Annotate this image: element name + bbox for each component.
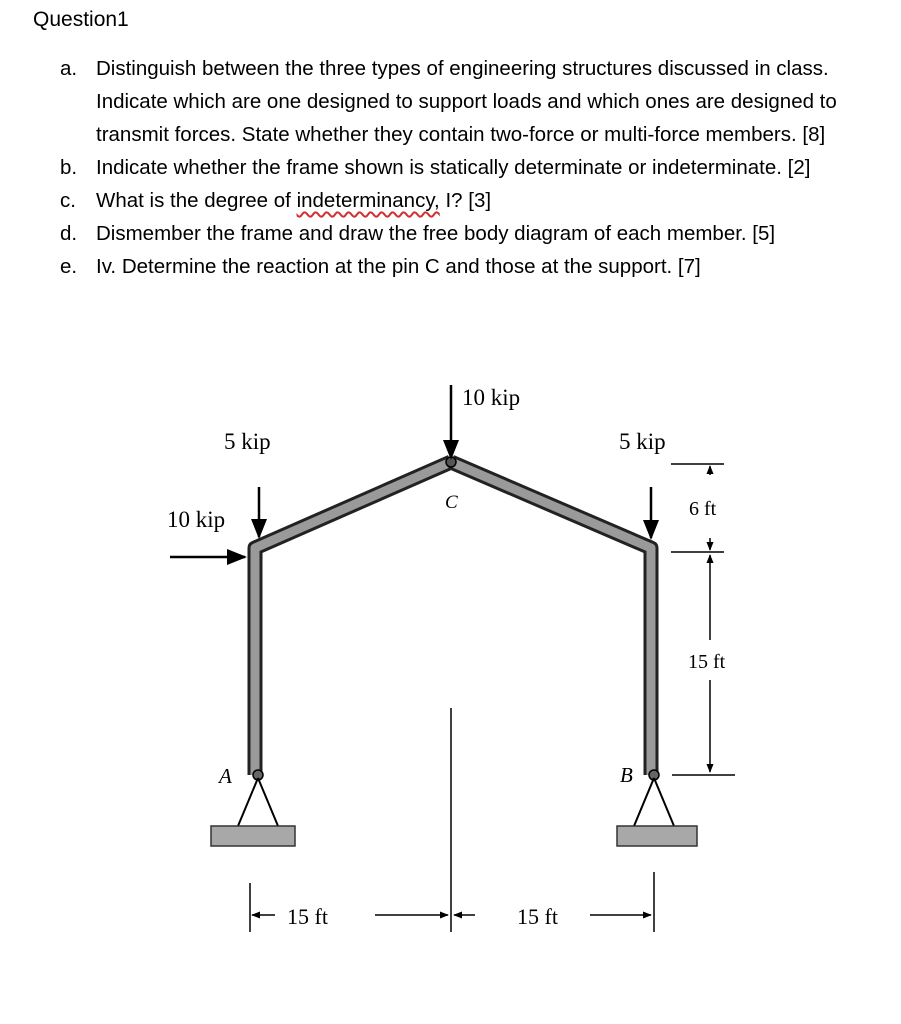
part-text: Dismember the frame and draw the free body diagram of each member. [5]: [96, 222, 776, 245]
part-e: [60, 250, 880, 283]
part-letter: c.: [60, 189, 76, 212]
load-left-top-label: 5 kip: [224, 429, 271, 454]
part-text-after: I? [3]: [439, 189, 492, 212]
pin-c-icon: [446, 457, 456, 467]
member-right-fill: [451, 462, 651, 775]
part-a: [60, 52, 880, 151]
part-text: Distinguish between the three types of engineering structures discussed in class. Indicate which are one designed to support loads and which ones are designed to transmit forces. State whether they contain two-force or multi-force members. [8]: [96, 57, 837, 146]
support-b-label: B: [620, 763, 633, 787]
load-right-top-label: 5 kip: [619, 429, 666, 454]
part-text: Indicate whether the frame shown is statically determinate or indeterminate. [2]: [96, 156, 811, 179]
frame-diagram: [0, 360, 901, 960]
member-left-fill: [255, 462, 451, 775]
part-d: [60, 217, 880, 250]
support-a-label: A: [219, 764, 232, 788]
load-left-horizontal-label: 10 kip: [167, 507, 226, 532]
dimension-span-right-label: 15 ft: [517, 904, 558, 929]
pin-label: C: [445, 492, 458, 513]
dimension-height-label: 15 ft: [688, 651, 726, 673]
dimension-rise-label: 6 ft: [689, 498, 717, 520]
part-b: [60, 151, 880, 184]
spellcheck-underlined-word: indeterminancy,: [296, 189, 440, 212]
dimension-span: [250, 708, 654, 932]
part-c: [60, 184, 880, 217]
dimension-span-left-label: 15 ft: [287, 904, 328, 929]
part-letter: e.: [60, 255, 78, 278]
part-text: Iv. Determine the reaction at the pin C and those at the support. [7]: [96, 255, 701, 278]
part-letter: d.: [60, 222, 78, 245]
question-parts-list: [60, 52, 880, 283]
part-text: [96, 184, 880, 217]
part-text-before: What is the degree of: [96, 189, 297, 212]
part-letter: b.: [60, 156, 78, 179]
question-title: Question1: [33, 8, 129, 31]
part-letter: a.: [60, 57, 78, 80]
load-top-label: 10 kip: [462, 385, 521, 410]
